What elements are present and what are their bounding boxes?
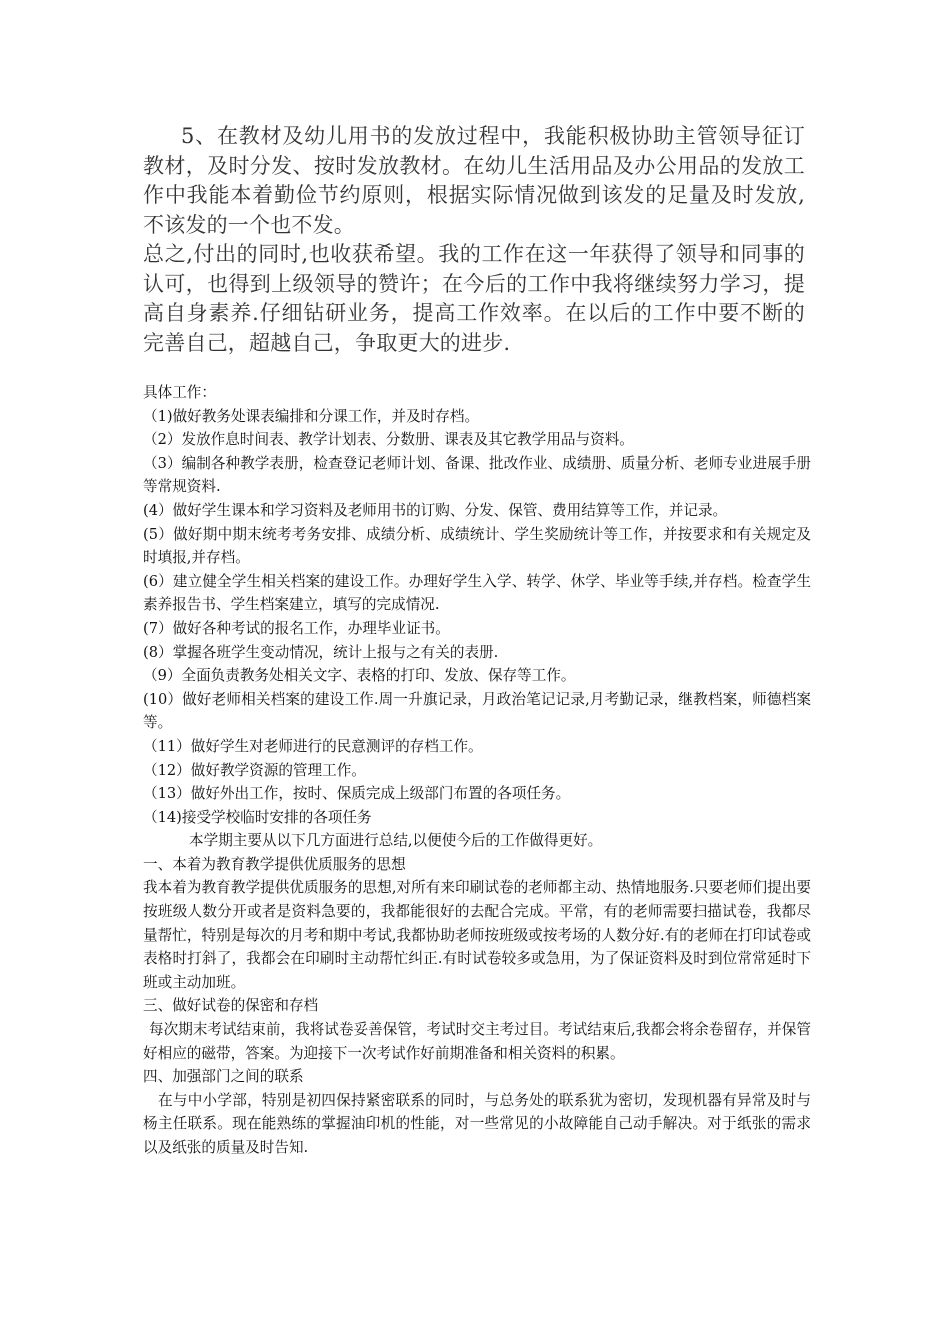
- summary-intro: 本学期主要从以下几方面进行总结,以便使今后的工作做得更好。: [189, 832, 603, 850]
- body-block: [143, 381, 811, 1160]
- section-title-service: 一、本着为教育教学提供优质服务的思想: [143, 855, 406, 873]
- work-item: （13）做好外出工作，按时、保质完成上级部门布置的各项任务。: [143, 785, 571, 803]
- section-title-confidentiality: 三、做好试卷的保密和存档: [143, 997, 319, 1015]
- work-item: （14)接受学校临时安排的各项任务: [143, 808, 372, 826]
- work-item: （2）发放作息时间表、教学计划表、分数册、课表及其它教学用品与资料。: [143, 431, 634, 449]
- work-item: (7）做好各种考试的报名工作，办理毕业证书。: [143, 619, 450, 637]
- work-heading: 具体工作：: [143, 384, 216, 401]
- intro-block: [143, 122, 805, 358]
- work-item: （9）全面负责教务处相关文字、表格的打印、发放、保存等工作。: [143, 667, 576, 685]
- work-item: （1)做好教务处课表编排和分课工作，并及时存档。: [143, 407, 480, 425]
- work-item: （3）编制各种教学表册，检查登记老师计划、备课、批改作业、成绩册、质量分析、老师专业进展手册等常规资料.: [143, 454, 811, 496]
- work-item: (4）做好学生课本和学习资料及老师用书的订购、分发、保管、费用结算等工作，并记录。: [143, 501, 728, 519]
- work-item: （12）做好教学资源的管理工作。: [143, 761, 366, 779]
- work-item: (10）做好老师相关档案的建设工作.周一升旗记录，月政治笔记记录,月考勤记录，继教档案，师德档案等。: [143, 690, 811, 732]
- work-item: (6）建立健全学生相关档案的建设工作。办理好学生入学、转学、休学、毕业等手续,并存档。检查学生素养报告书、学生档案建立，填写的完成情况.: [143, 572, 811, 614]
- section-body-communication: 在与中小学部，特别是初四保持紧密联系的同时，与总务处的联系犹为密切，发现机器有异常及时与杨主任联系。现在能熟练的掌握油印机的性能，对一些常见的小故障能自己动手解决。对于纸张的需求以及纸张的质量及时告知.: [143, 1091, 811, 1156]
- work-item: （11）做好学生对老师进行的民意测评的存档工作。: [143, 737, 483, 755]
- section-title-communication: 四、加强部门之间的联系: [143, 1068, 304, 1086]
- work-item: (5）做好期中期末统考考务安排、成绩分析、成绩统计、学生奖励统计等工作，并按要求和有关规定及时填报,并存档。: [143, 525, 811, 567]
- section-body-confidentiality: 每次期末考试结束前，我将试卷妥善保管，考试时交主考过目。考试结束后,我都会将余卷留存，并保管好相应的磁带，答案。为迎接下一次考试作好前期准备和相关资料的积累。: [143, 1021, 811, 1062]
- work-item: (8）掌握各班学生变动情况，统计上报与之有关的表册.: [143, 643, 499, 661]
- section-body-service: 我本着为教育教学提供优质服务的思想,对所有来印刷试卷的老师都主动、热情地服务.只要老师们提出要按班级人数分开或者是资料急要的，我都能很好的去配合完成。平常，有的老师需要扫描试卷，我都尽量帮忙，特别是每次的月考和期中考试,我都协助老师按班级或按考场的人数分好.有的老师在打印试卷或表格时打斜了，我都会在印刷时主动帮忙纠正.有时试卷较多或急用，为了保证资料及时到位常常延时下班或主动加班。: [143, 879, 811, 991]
- intro-paragraph-materials: 5、在教材及幼儿用书的发放过程中，我能积极协助主管领导征订教材，及时分发、按时发放教材。在幼儿生活用品及办公用品的发放工作中我能本着勤俭节约原则，根据实际情况做到该发的足量及时发放,不该发的一个也不发。: [143, 124, 805, 237]
- intro-paragraph-conclusion: 总之,付出的同时,也收获希望。我的工作在这一年获得了领导和同事的认可，也得到上级领导的赞许；在今后的工作中我将继续努力学习，提高自身素养.仔细钻研业务，提高工作效率。在以后的工作中要不断的完善自己，超越自己，争取更大的进步.: [143, 242, 805, 355]
